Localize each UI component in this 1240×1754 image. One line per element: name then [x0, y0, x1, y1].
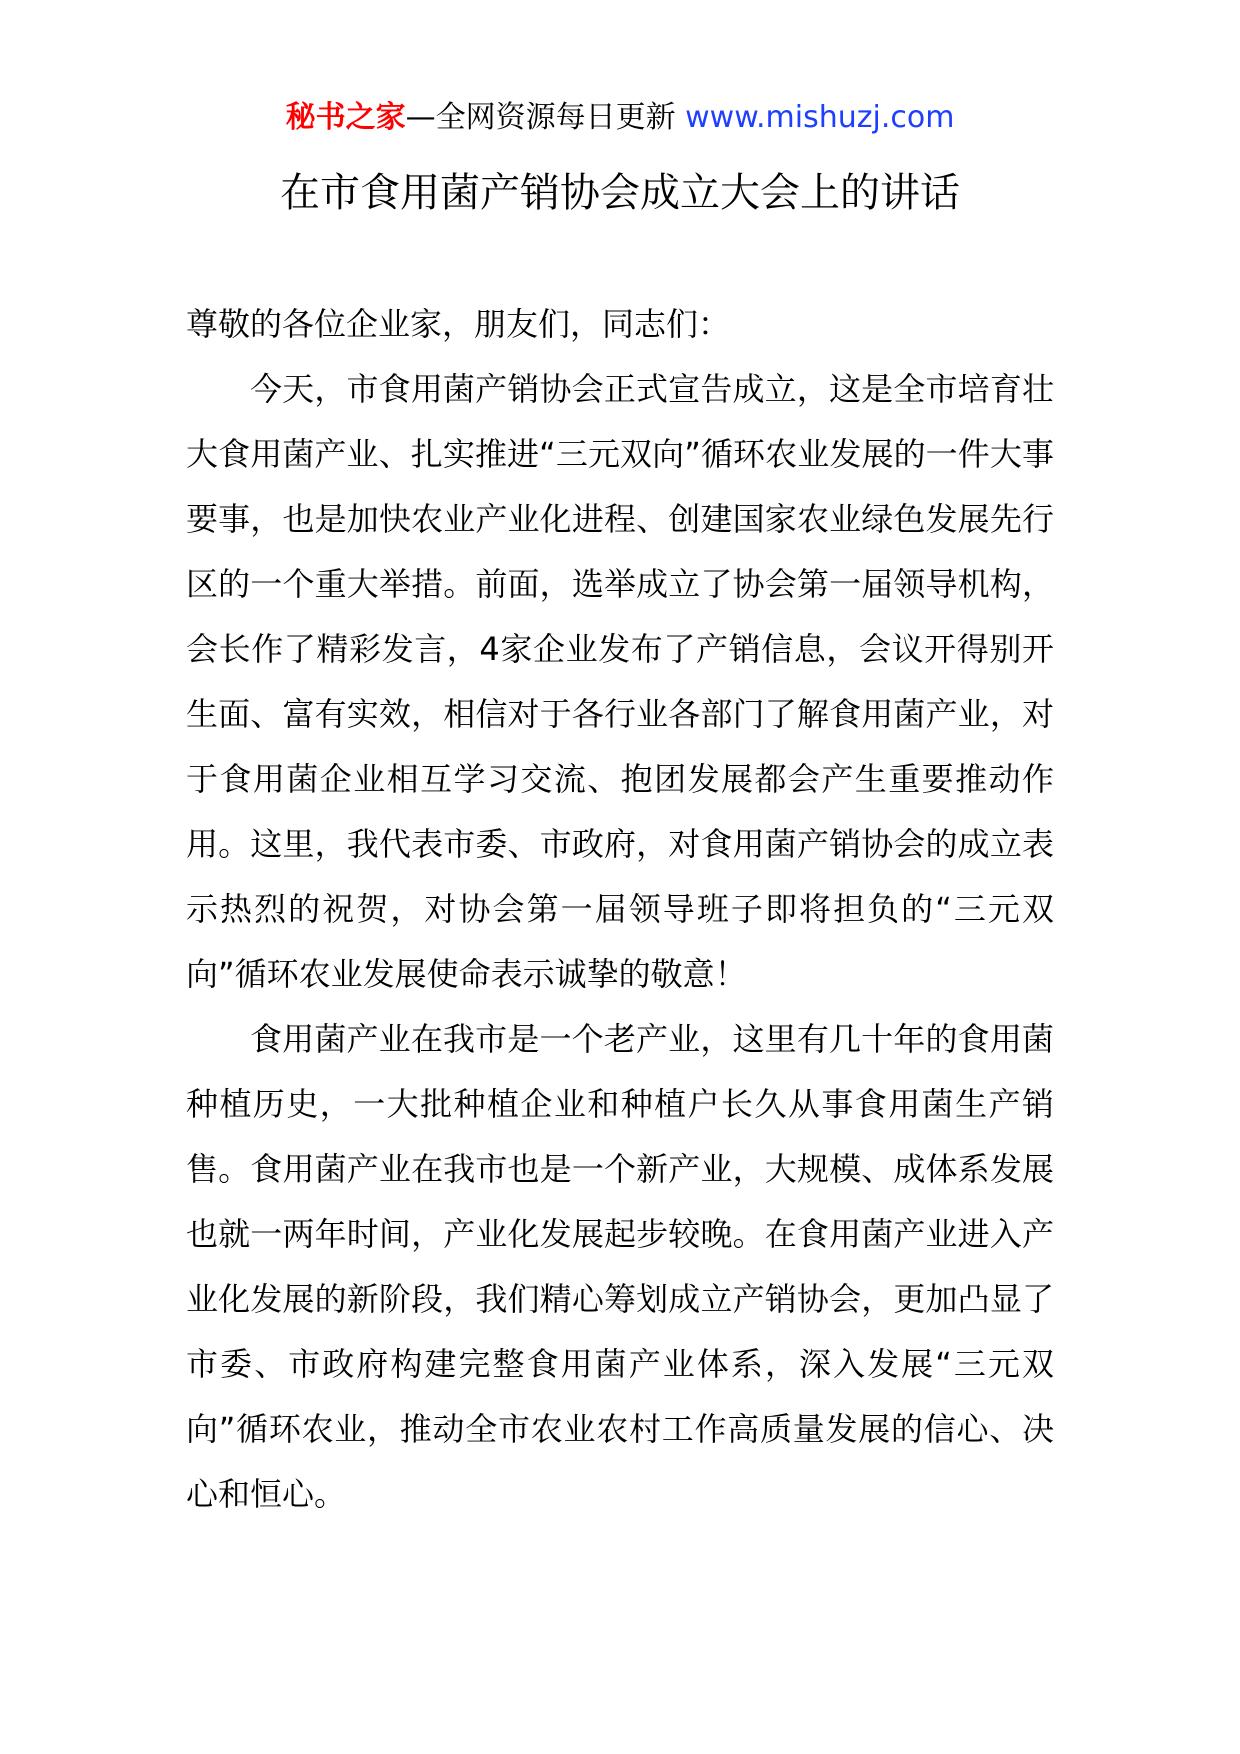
document-title: 在市食用菌产销协会成立大会上的讲话: [280, 170, 960, 216]
paragraph: 今天，市食用菌产销协会正式宣告成立，这是全市培育壮大食用菌产业、扎实推进“三元双向”循环农业发展的一件大事要事，也是加快农业产业化进程、创建国家农业绿色发展先行区的一个重大举措。前面，选举成立了协会第一届领导机构，会长作了精彩发言，4家企业发布了产销信息，会议开得别开生面、富有实效，相信对于各行业各部门了解食用菌产业，对于食用菌企业相互学习交流、抱团发展都会产生重要推动作用。这里，我代表市委、市政府，对食用菌产销协会的成立表示热烈的祝贺，对协会第一届领导班子即将担负的“三元双向”循环农业发展使命表示诚挚的敬意！: [186, 370, 1054, 993]
site-url-link[interactable]: www.mishuzj.com: [685, 100, 955, 135]
paragraph: 食用菌产业在我市是一个老产业，这里有几十年的食用菌种植历史，一大批种植企业和种植户长久从事食用菌生产销售。食用菌产业在我市也是一个新产业，大规模、成体系发展也就一两年时间，产业化发展起步较晚。在食用菌产业进入产业化发展的新阶段，我们精心筹划成立产销协会，更加凸显了市委、市政府构建完整食用菌产业体系，深入发展“三元双向”循环农业，推动全市农业农村工作高质量发展的信心、决心和恒心。: [186, 1020, 1054, 1513]
site-header: [0, 98, 1240, 138]
site-brand: 秘书之家: [285, 100, 406, 135]
salutation: 尊敬的各位企业家，朋友们，同志们：: [186, 305, 731, 343]
site-tagline: —全网资源每日更新: [405, 100, 676, 135]
document-body: [186, 292, 1054, 1527]
